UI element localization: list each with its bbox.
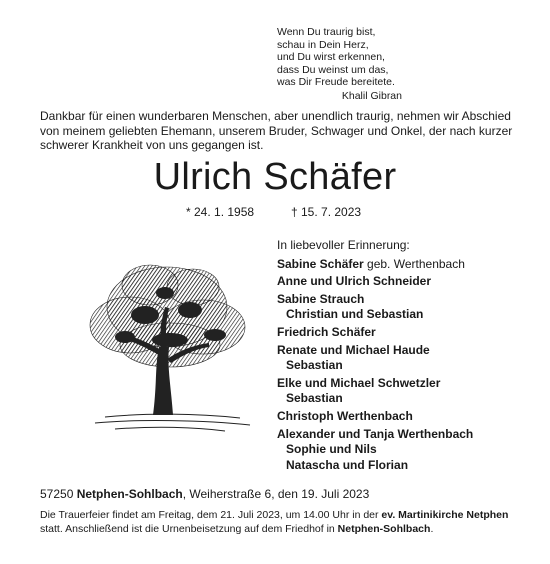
mourner-name: Renate und Michael Haude — [277, 342, 430, 357]
mourners-heading: In liebevoller Erinnerung: — [277, 238, 410, 252]
mourner-name: Christoph Werthenbach — [277, 409, 413, 424]
mourner-group — [277, 343, 473, 374]
mourner-name: Sabine Schäfer — [277, 256, 364, 271]
place-town: Netphen-Sohlbach — [76, 487, 183, 501]
quote-author: Khalil Gibran — [341, 89, 402, 102]
mourner-group — [277, 409, 473, 425]
church-name: ev. Martinikirche Netphen — [381, 509, 509, 521]
funeral-info-text: statt. Anschließend ist die Urnenbeisetzung auf dem Friedhof in — [40, 522, 338, 535]
mourner-group — [277, 427, 473, 474]
mourner-name: Sebastian — [286, 391, 343, 406]
funeral-info-text: . — [430, 522, 434, 535]
tree-icon — [75, 255, 260, 445]
mourner-name: Sophie und Nils — [286, 442, 377, 457]
place-date-line — [40, 486, 369, 502]
mourner-group — [277, 292, 473, 323]
intro-line: schwerer Krankheit von uns gegangen ist. — [40, 138, 264, 152]
mourner-name: Christian und Sebastian — [286, 307, 424, 322]
quote-line: was Dir Freude bereitete. — [277, 76, 395, 89]
quote-line: dass Du weinst um das, — [277, 63, 389, 76]
death-date: † 15. 7. 2023 — [291, 205, 362, 219]
birth-date: * 24. 1. 1958 — [186, 205, 255, 219]
place-rest: , Weiherstraße 6, den 19. Juli 2023 — [182, 487, 370, 501]
mourner-name: Anne und Ulrich Schneider — [277, 274, 432, 289]
quote-line: und Du wirst erkennen, — [277, 51, 385, 64]
mourner-suffix: geb. Werthenbach — [363, 256, 465, 271]
intro-line: von meinem geliebten Ehemann, unserem Bruder, Schwager und Onkel, der nach kurzer — [40, 123, 513, 138]
mourner-name: Alexander und Tanja Werthenbach — [277, 426, 474, 441]
mourner-name: Friedrich Schäfer — [277, 325, 376, 340]
deceased-name: Ulrich Schäfer — [153, 156, 397, 198]
intro-text — [40, 109, 520, 153]
mourner-name: Sebastian — [286, 358, 343, 373]
funeral-info — [40, 509, 530, 536]
quote-block — [277, 26, 402, 103]
intro-line: Dankbar für einen wunderbaren Menschen, aber unendlich traurig, nehmen wir Abschied — [40, 109, 511, 123]
mourner-name: Natascha und Florian — [286, 457, 409, 472]
mourner-name: Sabine Strauch — [277, 291, 365, 306]
quote-line: Wenn Du traurig bist, — [277, 26, 376, 38]
place-zip: 57250 — [40, 487, 77, 501]
quote-line: schau in Dein Herz, — [277, 38, 369, 51]
mourner-name: Elke und Michael Schwetzler — [277, 375, 441, 390]
funeral-info-text: Die Trauerfeier findet am Freitag, dem 21. Juli 2023, um 14.00 Uhr in der — [40, 509, 382, 521]
mourners-list — [277, 238, 473, 476]
mourner-group — [277, 257, 473, 273]
cemetery-town: Netphen-Sohlbach — [337, 522, 431, 535]
mourner-group — [277, 325, 473, 341]
mourner-group — [277, 376, 473, 407]
mourner-group — [277, 274, 473, 290]
